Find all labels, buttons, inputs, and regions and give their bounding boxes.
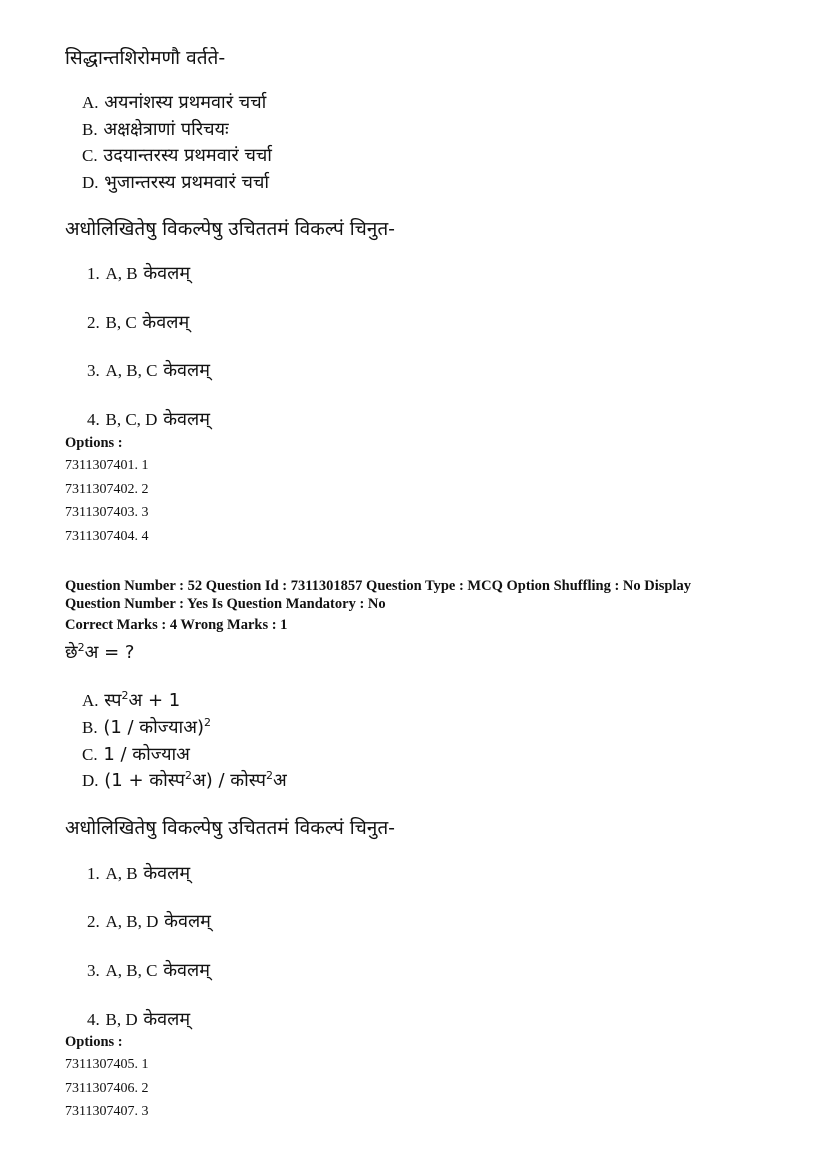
choice-1: 1. A, B केवलम् [87, 863, 191, 884]
options-label: Options : [65, 1034, 123, 1050]
choice-4: 4. B, C, D केवलम् [87, 409, 210, 430]
option-id: 7311307401. 1 [65, 458, 149, 473]
option-id: 7311307403. 3 [65, 505, 149, 520]
statement-b: B. (1 / कोज्याअ)$^2$ [82, 716, 211, 738]
statement-a: A. अयनांशस्य प्रथमवारं चर्चा [82, 92, 267, 113]
options-label: Options : [65, 435, 123, 451]
question-header-cont: Question Number : Yes Is Question Mandatory : No [65, 596, 386, 612]
statement-d: D. भुजान्तरस्य प्रथमवारं चर्चा [82, 172, 270, 193]
choice-2: 2. B, C केवलम् [87, 312, 190, 333]
choice-4: 4. B, D केवलम् [87, 1009, 191, 1030]
choice-1: 1. A, B केवलम् [87, 263, 191, 284]
option-id: 7311307405. 1 [65, 1057, 149, 1072]
choice-2: 2. A, B, D केवलम् [87, 911, 211, 932]
question-stem: छे$^2$अ = ? [65, 641, 135, 663]
choice-3: 3. A, B, C केवलम् [87, 960, 210, 981]
instruction: अधोलिखितेषु विकल्पेषु उचिततमं विकल्पं चिनुत- [65, 218, 396, 240]
statement-a: A. स्प$^2$अ + 1 [82, 689, 181, 711]
statement-c: C. उदयान्तरस्य प्रथमवारं चर्चा [82, 145, 272, 166]
statement-c: C. 1 / कोज्याअ [82, 744, 190, 765]
option-id: 7311307404. 4 [65, 529, 149, 544]
question-stem: सिद्धान्तशिरोमणौ वर्तते- [65, 47, 226, 69]
option-id: 7311307407. 3 [65, 1104, 149, 1119]
choice-3: 3. A, B, C केवलम् [87, 360, 210, 381]
instruction: अधोलिखितेषु विकल्पेषु उचिततमं विकल्पं चिनुत- [65, 817, 396, 839]
question-header: Question Number : 52 Question Id : 7311301857 Question Type : MCQ Option Shuffling : No Display [65, 578, 691, 594]
option-id: 7311307406. 2 [65, 1081, 149, 1096]
statement-d: D. (1 + कोस्प$^2$अ) / कोस्प$^2$अ [82, 769, 287, 791]
statement-b: B. अक्षक्षेत्राणां परिचयः [82, 119, 229, 140]
option-id: 7311307402. 2 [65, 482, 149, 497]
marks-line: Correct Marks : 4 Wrong Marks : 1 [65, 617, 288, 633]
